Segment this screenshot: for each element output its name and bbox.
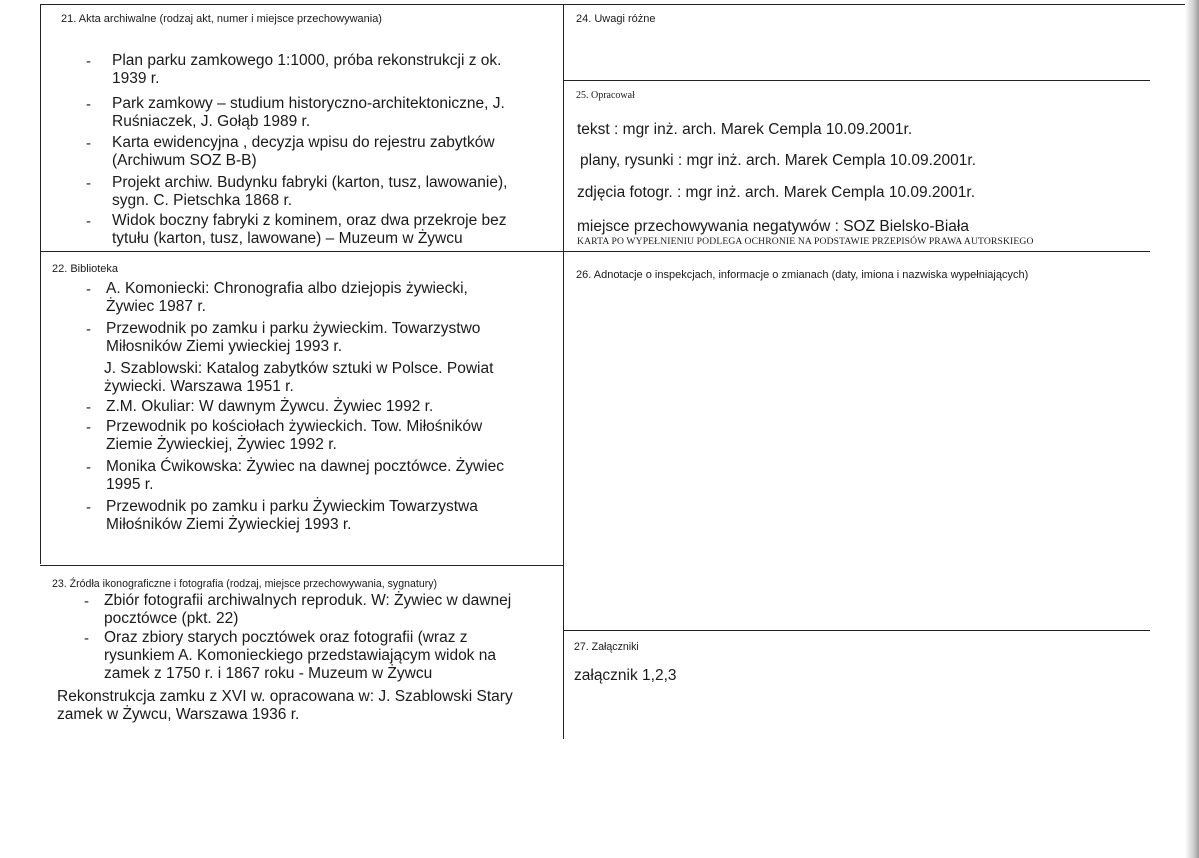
list-item-line: Przewodnik po kościołach żywieckich. Tow. Miłośników bbox=[106, 418, 483, 435]
list-item-line: Projekt archiw. Budynku fabryki (karton, tusz, lawowanie), bbox=[112, 174, 508, 191]
copyright-notice: KARTA PO WYPEŁNIENIU PODLEGA OCHRONIE NA PODSTAWIE PRZEPISÓW PRAWA AUTORSKIEGO bbox=[577, 236, 1034, 247]
top-border bbox=[40, 4, 1190, 5]
section-22-title: 22. Biblioteka bbox=[52, 263, 119, 275]
list-bullet: - bbox=[86, 213, 91, 230]
attachments-value: załącznik 1,2,3 bbox=[574, 667, 677, 684]
author-text-line: tekst : mgr inż. arch. Marek Cempla 10.09.2001r. bbox=[577, 121, 913, 138]
page-edge bbox=[1185, 0, 1199, 858]
list-item-line: Żywiec 1987 r. bbox=[106, 298, 206, 315]
list-item-line: 1995 r. bbox=[106, 476, 154, 493]
list-item-line: rysunkiem A. Komonieckiego przedstawiającym widok na bbox=[104, 647, 496, 664]
list-bullet: - bbox=[86, 135, 91, 152]
list-bullet: - bbox=[86, 281, 91, 298]
list-item-line: Zbiór fotografii archiwalnych reproduk. W: Żywiec w dawnej bbox=[104, 592, 512, 609]
section-26-title: 26. Adnotacje o inspekcjach, informacje o zmianach (daty, imiona i nazwiska wypełniających) bbox=[576, 269, 1029, 281]
list-item-line: Karta ewidencyjna , decyzja wpisu do rejestru zabytków bbox=[112, 134, 495, 151]
section-23-extra-line-1: Rekonstrukcja zamku z XVI w. opracowana w: J. Szablowski Stary bbox=[57, 688, 513, 705]
author-plans-line: plany, rysunki : mgr inż. arch. Marek Cempla 10.09.2001r. bbox=[580, 152, 976, 169]
divider-24-25 bbox=[563, 80, 1150, 81]
list-item-line: Park zamkowy – studium historyczno-architektoniczne, J. bbox=[112, 95, 505, 112]
list-item-line: sygn. C. Pietschka 1868 r. bbox=[112, 192, 293, 209]
list-bullet: - bbox=[86, 96, 91, 113]
list-item-line: Ruśniaczek, J. Gołąb 1989 r. bbox=[112, 113, 311, 130]
list-bullet: - bbox=[86, 53, 91, 70]
list-bullet: - bbox=[86, 459, 91, 476]
list-item-line: Oraz zbiory starych pocztówek oraz fotografii (wraz z bbox=[104, 629, 468, 646]
list-item-line: J. Szablowski: Katalog zabytków sztuki w Polsce. Powiat bbox=[104, 360, 494, 377]
list-item-line: (Archiwum SOZ B-B) bbox=[112, 152, 257, 169]
divider-26-27 bbox=[563, 630, 1150, 631]
list-item-line: 1939 r. bbox=[112, 70, 160, 87]
negatives-storage-line: miejsce przechowywania negatywów : SOZ Bielsko-Biała bbox=[577, 218, 969, 235]
list-item-line: Przewodnik po zamku i parku żywieckim. Towarzystwo bbox=[106, 320, 481, 337]
section-23-extra-line-2: zamek w Żywcu, Warszawa 1936 r. bbox=[57, 706, 300, 723]
divider-22-23 bbox=[40, 565, 564, 566]
list-item-line: Monika Ćwikowska: Żywiec na dawnej pocztówce. Żywiec bbox=[106, 458, 504, 475]
list-item-line: Miłosników Ziemi ywieckiej 1993 r. bbox=[106, 338, 343, 355]
list-bullet: - bbox=[86, 399, 91, 416]
list-bullet: - bbox=[86, 175, 91, 192]
list-item-line: Widok boczny fabryki z kominem, oraz dwa przekroje bez bbox=[112, 212, 507, 229]
author-photos-line: zdjęcia fotogr. : mgr inż. arch. Marek Cempla 10.09.2001r. bbox=[577, 184, 976, 201]
section-25-title: 25. Opracował bbox=[576, 90, 635, 101]
list-item-line: żywiecki. Warszawa 1951 r. bbox=[104, 378, 294, 395]
list-bullet: - bbox=[84, 630, 89, 647]
section-24-title: 24. Uwagi różne bbox=[576, 13, 656, 25]
list-item-line: A. Komoniecki: Chronografia albo dziejopis żywiecki, bbox=[106, 280, 468, 297]
list-bullet: - bbox=[84, 593, 89, 610]
divider-21-22 bbox=[40, 251, 1150, 252]
list-item-line: Przewodnik po zamku i parku Żywieckim Towarzystwa bbox=[106, 498, 478, 515]
section-21-title: 21. Akta archiwalne (rodzaj akt, numer i miejsce przechowywania) bbox=[61, 13, 382, 25]
list-bullet: - bbox=[86, 419, 91, 436]
list-bullet: - bbox=[86, 499, 91, 516]
list-item-line: Z.M. Okuliar: W dawnym Żywcu. Żywiec 1992 r. bbox=[106, 398, 434, 415]
list-item-line: tytułu (karton, tusz, lawowane) – Muzeum w Żywcu bbox=[112, 230, 463, 247]
section-27-title: 27. Załączniki bbox=[574, 641, 639, 653]
list-item-line: zamek z 1750 r. i 1867 roku - Muzeum w Żywcu bbox=[104, 665, 433, 682]
left-border bbox=[40, 4, 41, 564]
list-bullet: - bbox=[86, 321, 91, 338]
section-23-title: 23. Źródła ikonograficzne i fotografia (rodzaj, miejsce przechowywania, sygnatury) bbox=[52, 578, 438, 590]
list-item-line: Plan parku zamkowego 1:1000, próba rekonstrukcji z ok. bbox=[112, 52, 502, 69]
list-item-line: pocztówce (pkt. 22) bbox=[104, 610, 239, 627]
list-item-line: Ziemie Żywieckiej, Żywiec 1992 r. bbox=[106, 436, 337, 453]
list-item-line: Miłośników Ziemi Żywieckiej 1993 r. bbox=[106, 516, 352, 533]
column-divider bbox=[563, 4, 564, 739]
